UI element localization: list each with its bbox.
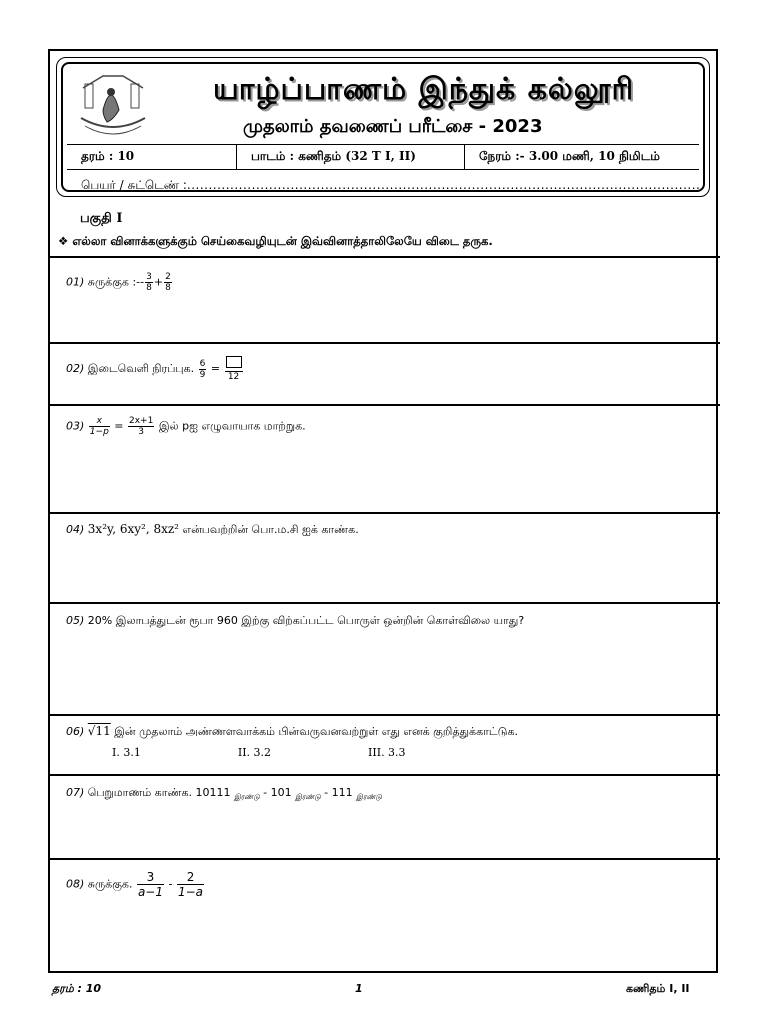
question-text: சுருக்குக :- xyxy=(87,275,141,289)
question-3 xyxy=(50,404,720,512)
option-1[interactable]: I. 3.1 xyxy=(112,746,141,759)
school-crest-icon xyxy=(73,70,153,140)
number-c: 111 xyxy=(331,786,353,799)
fraction: $\frac{3}{a-1}$ xyxy=(137,870,163,899)
question-8 xyxy=(50,858,720,973)
question-text: என்பவற்றின் பொ.ம.சி ஐக் காண்க. xyxy=(182,523,359,536)
base-label: இரண்டு xyxy=(234,793,260,802)
exam-title: முதலாம் தவணைப் பரீட்சை - 2023 xyxy=(243,116,543,137)
equals-sign: = xyxy=(210,362,221,375)
square-root: √11 xyxy=(87,724,111,738)
header-frame xyxy=(61,62,705,192)
name-field[interactable] xyxy=(81,178,700,194)
question-number: 05) xyxy=(66,614,85,627)
question-number: 03) xyxy=(66,419,85,433)
question-text: இடைவெளி நிரப்புக. xyxy=(87,362,195,375)
info-row xyxy=(67,144,699,170)
equals-sign: = xyxy=(114,419,124,433)
question-1 xyxy=(50,256,720,342)
question-number: 02) xyxy=(66,362,85,375)
footer-subject: கணிதம் I, II xyxy=(626,982,690,995)
base-label: இரண்டு xyxy=(295,793,321,802)
footer-grade: தரம் : 10 xyxy=(52,982,102,995)
question-number: 08) xyxy=(66,877,85,891)
time-cell: நேரம் :- 3.00 மணி, 10 நிமிடம் xyxy=(479,149,660,163)
question-text: 20% இலாபத்துடன் ரூபா 960 இற்கு விற்கப்பட்ட பொருள் ஒன்றின் கொள்விலை யாது? xyxy=(87,614,525,627)
fraction: $\frac{2x+1}{3}$ xyxy=(129,416,154,437)
subject-cell: பாடம் : கணிதம் (32 T I, II) xyxy=(237,145,465,169)
question-6 xyxy=(50,714,720,774)
question-text: இல் pஐ எழுவாயாக மாற்றுக. xyxy=(158,419,306,433)
minus-sign: - xyxy=(324,786,329,799)
fraction-blank[interactable]: 12 xyxy=(225,356,243,382)
option-2[interactable]: II. 3.2 xyxy=(237,746,272,759)
question-number: 01) xyxy=(66,275,85,289)
question-5 xyxy=(50,602,720,714)
option-3[interactable]: III. 3.3 xyxy=(368,746,406,759)
minus-sign: - xyxy=(263,786,268,799)
question-text: சுருக்குக. xyxy=(87,877,133,891)
question-4 xyxy=(50,512,720,602)
number-a: 10111 xyxy=(195,786,231,799)
math-expression: 3x²y, 6xy², 8xz² xyxy=(87,522,179,536)
grade-cell: தரம் : 10 xyxy=(67,145,237,169)
question-number: 07) xyxy=(66,786,85,799)
exam-sheet xyxy=(48,49,718,973)
base-label: இரண்டு xyxy=(356,793,382,802)
question-number: 06) xyxy=(66,725,85,738)
blank-box[interactable] xyxy=(226,356,242,368)
name-label: பெயர் / சுட்டெண் : xyxy=(81,178,187,192)
fraction: $\frac{6}{9}$ xyxy=(199,358,206,380)
fraction: $\frac{3}{8}$ xyxy=(146,272,152,293)
page-number: 1 xyxy=(355,982,363,995)
question-7 xyxy=(50,774,720,858)
question-text: பெறுமாணம் காண்க. xyxy=(87,786,192,799)
operator: + xyxy=(153,275,164,289)
number-b: 101 xyxy=(270,786,292,799)
fraction: $\frac{2}{1-a}$ xyxy=(177,870,204,899)
part-label: பகுதி I xyxy=(80,211,123,226)
operator: - xyxy=(168,877,173,891)
name-dots: ....................................................................................................................... xyxy=(186,178,701,192)
question-2 xyxy=(50,342,720,404)
question-number: 04) xyxy=(66,523,85,536)
instruction: ❖ எல்லா வினாக்களுக்கும் செய்கைவழியுடன் இவ்வினாத்தாலிலேயே விடை தருக. xyxy=(58,234,493,248)
school-name: யாழ்ப்பாணம் இந்துக் கல்லூரி xyxy=(213,72,635,107)
answer-options xyxy=(112,746,406,759)
exam-header xyxy=(56,57,710,197)
minus-sign: - xyxy=(140,275,145,289)
question-text: இன் முதலாம் அண்ணளவாக்கம் பின்வருவனவற்றுள் எது எனக் குறித்துக்காட்டுக. xyxy=(114,725,518,738)
fraction: $\frac{2}{8}$ xyxy=(165,272,171,293)
fraction: $\frac{x}{1-p}$ xyxy=(89,416,109,437)
